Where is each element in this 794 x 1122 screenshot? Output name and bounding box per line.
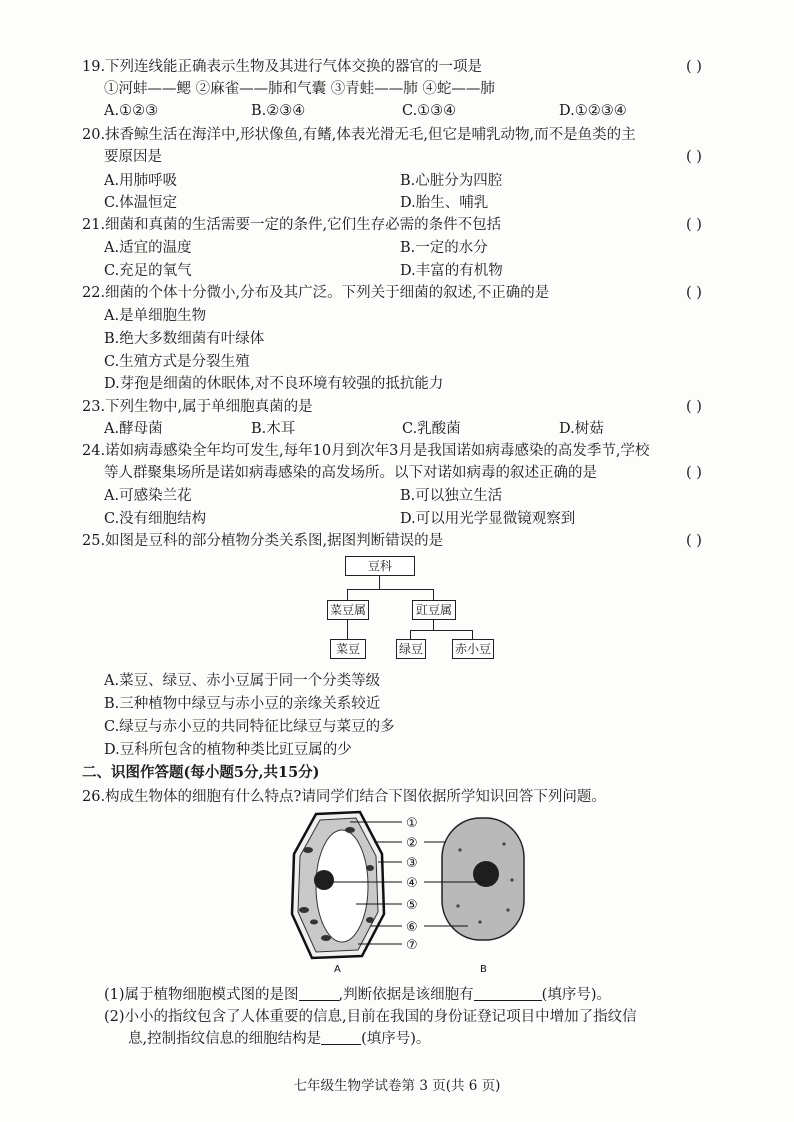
option-a: A.可感染兰花 bbox=[104, 488, 192, 504]
tree-connector bbox=[347, 589, 348, 600]
option-c: C.没有细胞结构 bbox=[104, 511, 207, 527]
option-a: A.用肺呼吸 bbox=[104, 173, 178, 189]
chloroplast bbox=[310, 920, 318, 925]
question-23: 23.下列生物中,属于单细胞真菌的是 bbox=[82, 399, 313, 415]
tree-leaf-1: 菜豆 bbox=[330, 639, 366, 659]
options-row bbox=[104, 237, 744, 259]
sub-question-2: (2)小小的指纹包含了人体重要的信息,目前在我国的身份证登记项目中增加了指纹信 bbox=[104, 1009, 637, 1025]
option-b: B.②③④ bbox=[251, 103, 306, 119]
section-heading: 二、识图作答题(每小题5分,共15分) bbox=[82, 764, 320, 781]
question-stem-cont: 要原因是 bbox=[104, 149, 162, 165]
option-c: C.体温恒定 bbox=[104, 195, 178, 211]
option-b: B.木耳 bbox=[251, 421, 296, 437]
label-5: ⑤ bbox=[406, 898, 418, 913]
option-b: B.一定的水分 bbox=[400, 240, 488, 256]
option-d: D.芽孢是细菌的休眠体,对不良环境有较强的抵抗能力 bbox=[104, 376, 444, 392]
label-3: ③ bbox=[406, 856, 418, 871]
answer-paren: ( ) bbox=[686, 533, 702, 549]
option-d: D.树菇 bbox=[559, 421, 604, 437]
options-row bbox=[104, 260, 744, 282]
label-4: ④ bbox=[406, 876, 418, 891]
tree-connector bbox=[433, 619, 434, 630]
option-d: D.①②③④ bbox=[559, 103, 627, 119]
option-a: A.是单细胞生物 bbox=[104, 308, 207, 324]
question-19-pairs: ①河蚌——鳃 ②麻雀——肺和气囊 ③青蛙——肺 ④蛇——肺 bbox=[104, 81, 495, 97]
figure-label-a: A bbox=[334, 964, 341, 975]
question-20: 20.抹香鲸生活在海洋中,形状像鱼,有鳍,体表光滑无毛,但它是哺乳动物,而不是鱼类的主 bbox=[82, 127, 636, 143]
answer-paren: ( ) bbox=[686, 285, 702, 301]
tree-connector bbox=[410, 630, 411, 639]
option-b: B.三种植物中绿豆与赤小豆的亲缘关系较近 bbox=[104, 696, 381, 712]
sub-question-2-cont: 息,控制指纹信息的细胞结构是 (填序号)。 bbox=[128, 1031, 431, 1047]
chloroplast bbox=[321, 935, 331, 941]
question-19 bbox=[82, 56, 722, 78]
tree-connector bbox=[410, 630, 472, 631]
tree-connector bbox=[347, 589, 433, 590]
option-a: A.适宜的温度 bbox=[104, 240, 192, 256]
answer-paren: ( ) bbox=[686, 217, 702, 233]
answer-paren: ( ) bbox=[686, 59, 702, 75]
tree-genus-2: 豇豆属 bbox=[412, 600, 456, 620]
nucleus bbox=[473, 861, 499, 887]
option-d: D.丰富的有机物 bbox=[400, 263, 503, 279]
sub-question-1: (1)属于植物细胞模式图的是图 ,判断依据是该细胞有 (填序号)。 bbox=[104, 987, 611, 1003]
options-row bbox=[104, 508, 744, 530]
option-b: B.可以独立生活 bbox=[400, 488, 503, 504]
option-d: D.豆科所包含的植物种类比豇豆属的少 bbox=[104, 742, 352, 758]
tree-genus-1: 菜豆属 bbox=[327, 600, 369, 620]
tree-connector bbox=[433, 589, 434, 600]
animal-cell-diagram bbox=[442, 818, 524, 940]
answer-blank[interactable] bbox=[299, 986, 339, 1001]
options-row bbox=[104, 192, 744, 214]
page-footer: 七年级生物学试卷第 3 页(共 6 页) bbox=[293, 1078, 501, 1094]
tree-connector bbox=[472, 630, 473, 639]
option-c: C.充足的氧气 bbox=[104, 263, 192, 279]
option-d: D.可以用光学显微镜观察到 bbox=[400, 511, 576, 527]
nucleus bbox=[314, 870, 334, 890]
option-b: B.绝大多数细菌有叶绿体 bbox=[104, 331, 265, 347]
answer-paren: ( ) bbox=[686, 399, 702, 415]
option-c: C.绿豆与赤小豆的共同特征比绿豆与菜豆的多 bbox=[104, 719, 395, 735]
tree-leaf-3: 赤小豆 bbox=[452, 639, 494, 659]
option-a: A.酵母菌 bbox=[104, 421, 163, 437]
tree-root: 豆科 bbox=[345, 556, 415, 576]
chloroplast bbox=[299, 907, 309, 913]
option-a: A.①②③ bbox=[104, 103, 159, 119]
answer-blank[interactable] bbox=[321, 1030, 361, 1045]
options-row bbox=[104, 100, 744, 122]
chloroplast bbox=[366, 917, 374, 923]
question-25: 25.如图是豆科的部分植物分类关系图,据图判断错误的是 bbox=[82, 533, 444, 549]
question-21: 21.细菌和真菌的生活需要一定的条件,它们生存必需的条件不包括 bbox=[82, 217, 502, 233]
plant-cell-diagram bbox=[292, 812, 384, 958]
tree-connector bbox=[347, 619, 348, 639]
cell-diagrams bbox=[290, 810, 530, 976]
options-row bbox=[104, 418, 744, 440]
answer-paren: ( ) bbox=[686, 149, 702, 165]
label-2: ② bbox=[406, 836, 418, 851]
question-stem: 19.下列连线能正确表示生物及其进行气体交换的器官的一项是 bbox=[82, 59, 483, 75]
option-c: C.①③④ bbox=[402, 103, 457, 119]
tree-connector bbox=[379, 575, 380, 589]
question-22: 22.细菌的个体十分微小,分布及其广泛。下列关于细菌的叙述,不正确的是 bbox=[82, 285, 550, 301]
tree-leaf-2: 绿豆 bbox=[396, 639, 426, 659]
options-row bbox=[104, 170, 744, 192]
label-6: ⑥ bbox=[406, 920, 418, 935]
chloroplast bbox=[366, 865, 374, 871]
figure-label-b: B bbox=[480, 964, 487, 975]
option-c: C.生殖方式是分裂生殖 bbox=[104, 354, 250, 370]
option-c: C.乳酸菌 bbox=[402, 421, 461, 437]
label-1: ① bbox=[406, 816, 418, 831]
question-24: 24.诺如病毒感染全年均可发生,每年10月到次年3月是我国诺如病毒感染的高发季节,学校 bbox=[82, 443, 650, 459]
answer-paren: ( ) bbox=[686, 465, 702, 481]
options-row bbox=[104, 485, 744, 507]
option-d: D.胎生、哺乳 bbox=[400, 195, 489, 211]
question-stem-cont: 等人群聚集场所是诺如病毒感染的高发场所。以下对诺如病毒的叙述正确的是 bbox=[104, 465, 597, 481]
question-26: 26.构成生物体的细胞有什么特点?请同学们结合下图依据所学知识回答下列问题。 bbox=[82, 789, 606, 805]
label-7: ⑦ bbox=[406, 938, 418, 953]
option-a: A.菜豆、绿豆、赤小豆属于同一个分类等级 bbox=[104, 673, 381, 689]
chloroplast bbox=[303, 847, 313, 853]
chloroplast bbox=[345, 827, 355, 833]
answer-blank[interactable] bbox=[474, 986, 542, 1001]
option-b: B.心脏分为四腔 bbox=[400, 173, 503, 189]
